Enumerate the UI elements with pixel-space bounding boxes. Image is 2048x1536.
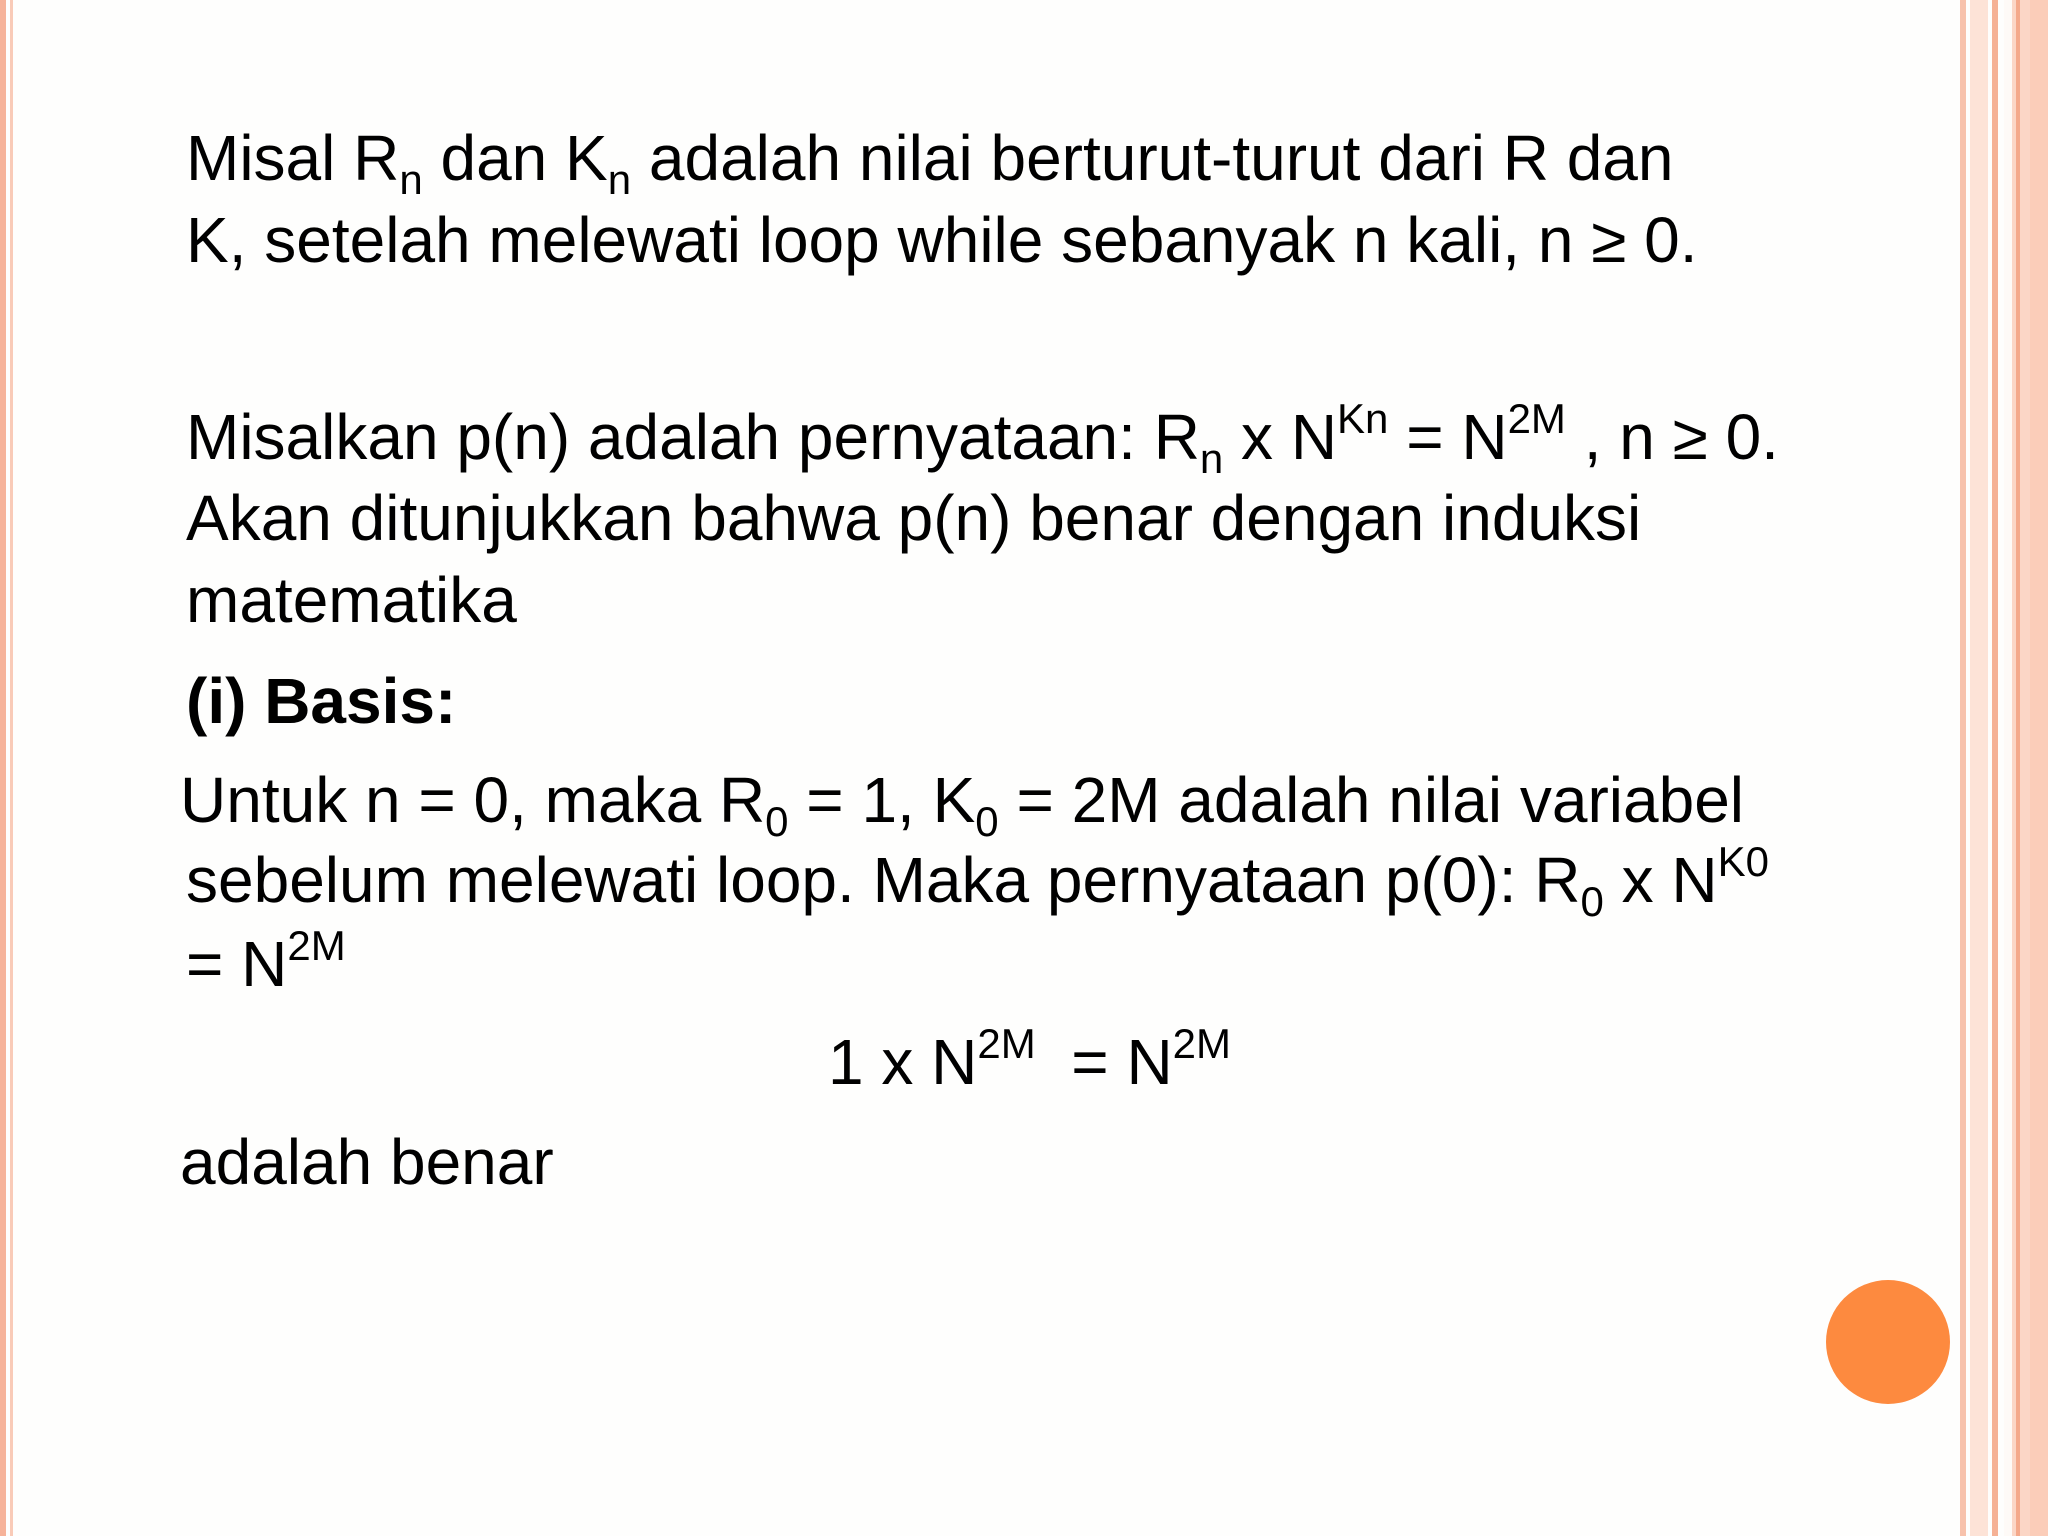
text: 1 x N bbox=[828, 1026, 978, 1098]
text: Untuk n = 0, maka R bbox=[180, 764, 766, 836]
text: x N bbox=[1223, 401, 1338, 473]
text: x N bbox=[1603, 844, 1718, 916]
paragraph2-line3: matematika bbox=[186, 564, 517, 636]
superscript: 2M bbox=[287, 922, 346, 969]
subscript: n bbox=[607, 156, 632, 203]
text: dan K bbox=[422, 122, 608, 194]
superscript: 2M bbox=[977, 1020, 1036, 1067]
left-border-decoration bbox=[0, 0, 6, 1536]
basis-equation bbox=[828, 1020, 1232, 1098]
text: sebelum melewati loop. Maka pernyataan p(0): R bbox=[186, 844, 1581, 916]
right-stripe bbox=[2004, 0, 2012, 1536]
subscript: 0 bbox=[975, 798, 999, 845]
paragraph1-line2: K, setelah melewati loop while sebanyak n kali, n ≥ 0. bbox=[186, 204, 1698, 276]
right-stripe bbox=[1992, 0, 1998, 1536]
subscript: n bbox=[1199, 435, 1224, 482]
basis-line2 bbox=[186, 838, 1769, 925]
superscript: K0 bbox=[1717, 838, 1769, 885]
text: adalah nilai berturut-turut dari R dan bbox=[631, 122, 1674, 194]
subscript: 0 bbox=[765, 798, 789, 845]
basis-conclusion: adalah benar bbox=[180, 1126, 554, 1198]
subscript: n bbox=[399, 156, 423, 203]
basis-heading: (i) Basis: bbox=[186, 665, 457, 737]
paragraph2-line2: Akan ditunjukkan bahwa p(n) benar dengan induksi bbox=[186, 482, 1642, 554]
text: = N bbox=[1035, 1026, 1173, 1098]
text: = 1, K bbox=[788, 764, 976, 836]
right-stripe bbox=[2030, 0, 2048, 1536]
left-border-inner-decoration bbox=[10, 0, 13, 1536]
orange-dot-decoration bbox=[1826, 1280, 1950, 1404]
paragraph2-line1 bbox=[186, 395, 1779, 482]
text: Misalkan p(n) adalah pernyataan: R bbox=[186, 401, 1200, 473]
basis-line3 bbox=[186, 922, 346, 1000]
text: Misal R bbox=[186, 122, 400, 194]
paragraph1-line1 bbox=[186, 122, 1674, 203]
superscript: 2M bbox=[1172, 1020, 1232, 1067]
text: , n ≥ 0. bbox=[1565, 401, 1779, 473]
superscript: Kn bbox=[1337, 395, 1389, 442]
right-stripe bbox=[1970, 0, 1988, 1536]
superscript: 2M bbox=[1507, 395, 1566, 442]
right-stripe bbox=[1960, 0, 1966, 1536]
right-stripe bbox=[2016, 0, 2020, 1536]
text: = N bbox=[1388, 401, 1508, 473]
text: = N bbox=[186, 928, 288, 1000]
basis-line1 bbox=[180, 764, 1744, 845]
text: = 2M adalah nilai variabel bbox=[998, 764, 1744, 836]
subscript: 0 bbox=[1580, 878, 1604, 925]
